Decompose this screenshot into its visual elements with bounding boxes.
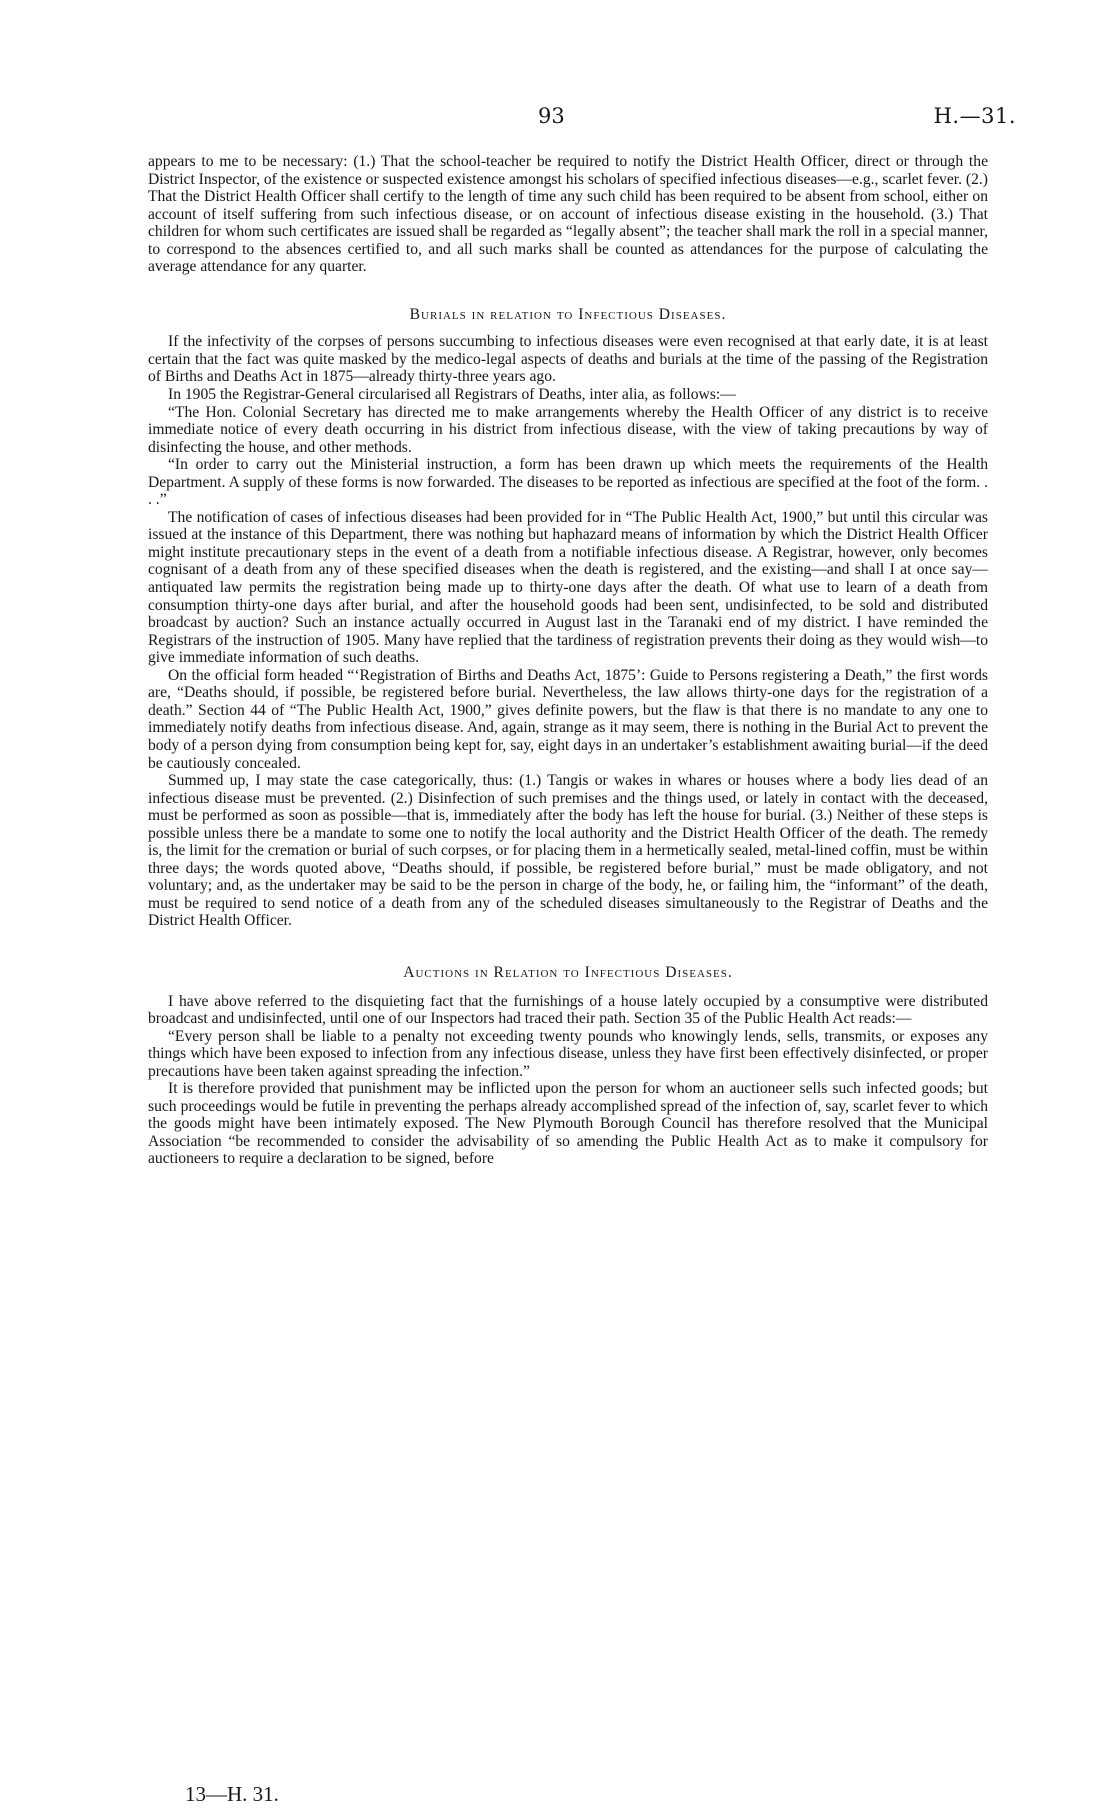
page-header: [0, 104, 1114, 138]
paragraph: In 1905 the Registrar-General circularised all Registrars of Deaths, inter alia, as follows:—: [168, 386, 736, 404]
quoted-paragraph: “In order to carry out the Ministerial instruction, a form has been drawn up which meets the requirements of the Health Department. A supply of these forms is now forwarded. The diseases to be reported as infectious are specified at the foot of the form. . . .”: [148, 456, 988, 509]
paragraph-continuation: appears to me to be necessary: (1.) That the school-teacher be required to notify the District Health Officer, direct or through the District Inspector, of the existence or suspected existence amongst his scholars of specified infectious diseases—e.g., scarlet fever. (2.) That the District Health Officer shall certify to the length of time any such child has been required to be absent from school, either on account of itself suffering from such infectious disease, or on account of infectious disease existing in the household. (3.) That children for whom such certificates are issued shall be regarded as “legally absent”; the teacher shall mark the roll in a special manner, to correspond to the absences certified to, and all such marks shall be counted as attendances for the purpose of calculating the average attendance for any quarter.: [148, 153, 988, 276]
quoted-paragraph: “The Hon. Colonial Secretary has directed me to make arrangements whereby the Health Officer of any district is to receive immediate notice of every death occurring in his district from infectious disease, with the view of taking precautions by way of disinfecting the house, and other methods.: [148, 403, 988, 456]
sheet-reference: 13—H. 31.: [185, 1782, 279, 1806]
paragraph: If the infectivity of the corpses of persons succumbing to infectious diseases were even recognised at that early date, it is at least certain that the fact was quite masked by the medico-legal aspects of deaths and burials at the time of the passing of the Registration of Births and Deaths Act in 1875—already thirty-three years ago.: [148, 333, 988, 386]
paper-code: H.—31.: [933, 104, 1016, 128]
paragraph: The notification of cases of infectious diseases had been provided for in “The Public Health Act, 1900,” but until this circular was issued at the instance of this Department, there was nothing but haphazard means of information by which the District Health Officer might institute precautionary steps in the event of a death from a notifiable infectious disease. A Registrar, however, only becomes cognisant of a death from any of these specified diseases when the death is registered, and the existing—and shall I at once say—antiquated law permits the registration being made up to thirty-one days after the death. Of what use to learn of a death from consumption thirty-one days after burial, and after the household goods had been sent, undisinfected, to be sold and distributed broadcast by auction? Such an instance actually occurred in August last in the Taranaki end of my district. I have reminded the Registrars of the instruction of 1905. Many have replied that the tardiness of registration prevents their doing as they would wish—to give immediate information of such deaths.: [148, 508, 988, 667]
section-heading-auctions: Auctions in Relation to Infectious Diseases.: [403, 963, 733, 981]
section-heading-burials: Burials in relation to Infectious Diseases.: [409, 305, 727, 323]
paragraph: Summed up, I may state the case categorically, thus: (1.) Tangis or wakes in whares or houses where a body lies dead of an infectious disease must be prevented. (2.) Disinfection of such premises and the things used, or lately in contact with the deceased, must be performed as soon as possible—that is, immediately after the body has left the house for burial. (3.) Neither of these steps is possible unless there be a mandate to some one to notify the local authority and the District Health Officer of the death. The remedy is, the limit for the cremation or burial of such corpses, or for placing them in a hermetically sealed, metal-lined coffin, must be within three days; the words quoted above, “Deaths should, if possible, be registered before burial,” must be made obligatory, and not voluntary; and, as the undertaker may be said to be the person in charge of the body, he, or failing him, the “informant” of the death, must be required to send notice of a death from any of the scheduled diseases simultaneously to the Registrar of Deaths and the District Health Officer.: [148, 772, 988, 930]
body-text: [148, 153, 988, 1168]
quoted-paragraph: “Every person shall be liable to a penalty not exceeding twenty pounds who knowingly lends, sells, transmits, or exposes any things which have been exposed to infection from any infectious disease, unless they have first been effectively disinfected, or proper precautions have been taken against spreading the infection.”: [148, 1027, 988, 1080]
paragraph: It is therefore provided that punishment may be inflicted upon the person for whom an auctioneer sells such infected goods; but such proceedings would be futile in preventing the perhaps already accomplished spread of the infection of, say, scarlet fever to which the goods might have been intimately exposed. The New Plymouth Borough Council has therefore resolved that the Municipal Association “be recommended to consider the advisability of so amending the Public Health Act as to make it compulsory for auctioneers to require a declaration to be signed, before: [148, 1080, 988, 1168]
paragraph: On the official form headed “‘Registration of Births and Deaths Act, 1875’: Guide to Persons registering a Death,” the first words are, “Deaths should, if possible, be registered before burial. Nevertheless, the law allows thirty-one days for the registration of a death.” Section 44 of “The Public Health Act, 1900,” gives definite powers, but the flaw is that there is no mandate to any one to immediately notify deaths from infectious disease. And, again, strange as it may seem, there is nothing in the Burial Act to prevent the body of a person dying from consumption being kept for, say, eight days in an undertaker’s establishment awaiting burial—if the deed be cautiously concealed.: [148, 666, 988, 772]
page-number: 93: [538, 104, 565, 128]
paragraph: I have above referred to the disquieting fact that the furnishings of a house lately occupied by a consumptive were distributed broadcast and undisinfected, until one of our Inspectors had traced their path. Section 35 of the Public Health Act reads:—: [148, 992, 988, 1028]
